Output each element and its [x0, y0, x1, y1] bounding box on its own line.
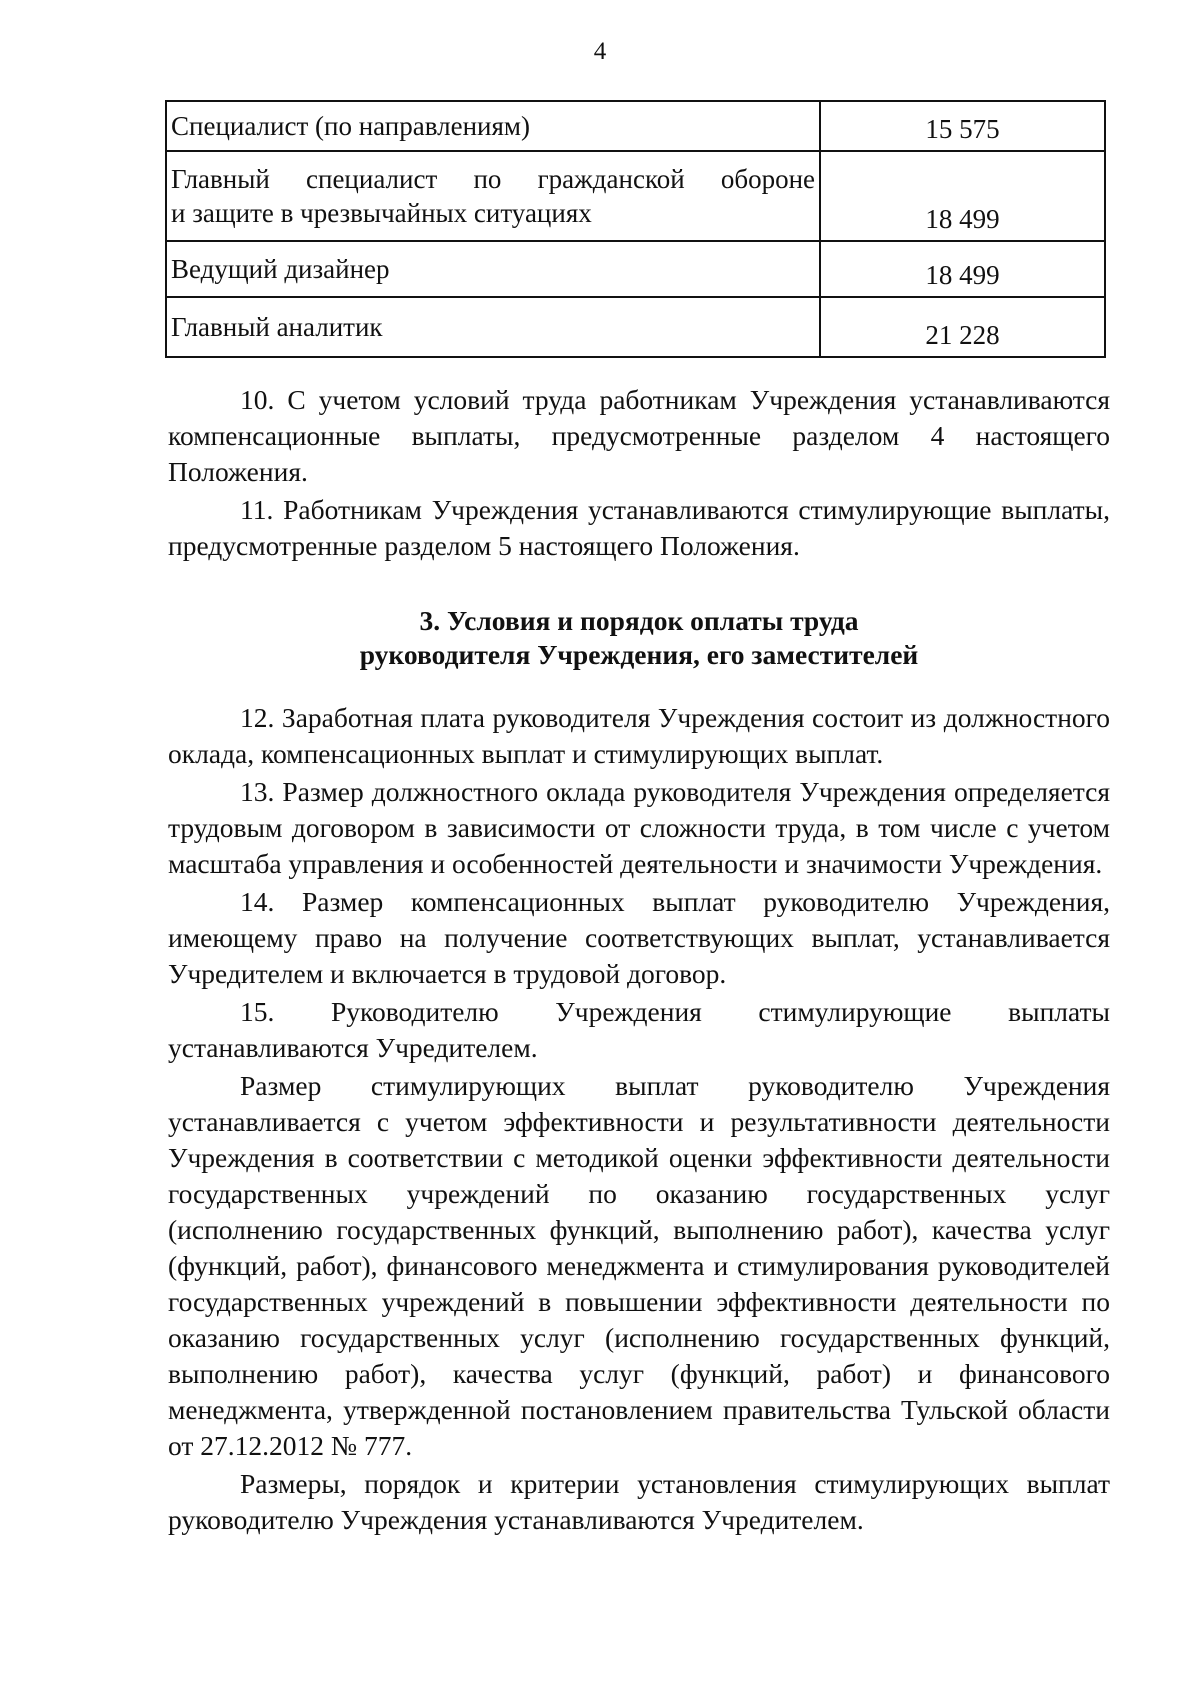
paragraphs-block-b: [168, 700, 1110, 1538]
page-number: 4: [593, 38, 607, 65]
section-heading: [168, 604, 1110, 672]
table-row: [166, 151, 1105, 241]
salary-cell: 21 228: [820, 297, 1105, 357]
table-row: [166, 297, 1105, 357]
salary-cell: 15 575: [820, 101, 1105, 151]
paragraph-15-size: Размер стимулирующих выплат руководителю Учреждения устанавливается с учетом эффективности и результативности деятельности Учреждения в соответствии с методикой оценки эффективности деятельности государственных учреждений по оказанию государственных услуг (исполнению государственных функций, выполнению работ), качества услуг (функций, работ), финансового менеджмента и стимулирования руководителей государственных учреждений в повышении эффективности деятельности по оказанию государственных услуг (исполнению государственных функций, выполнению работ), качества услуг (функций, работ) и финансового менеджмента, утвержденной постановлением правительства Тульской области от 27.12.2012 № 777.: [168, 1070, 1110, 1461]
salary-cell: 18 499: [820, 241, 1105, 297]
section-title-line1: 3. Условия и порядок оплаты труда: [419, 605, 859, 636]
table-row: [166, 241, 1105, 297]
section-title-line2: руководителя Учреждения, его заместителей: [359, 639, 919, 670]
paragraph-12: 12. Заработная плата руководителя Учреждения состоит из должностного оклада, компенсационных выплат и стимулирующих выплат.: [168, 702, 1110, 769]
position-cell: Главный аналитик: [166, 297, 820, 357]
position-line: и защите в чрезвычайных ситуациях: [171, 198, 592, 228]
position-cell: Специалист (по направлениям): [166, 101, 820, 151]
position-cell: [166, 151, 820, 241]
position-cell: Ведущий дизайнер: [166, 241, 820, 297]
paragraph-13: 13. Размер должностного оклада руководителя Учреждения определяется трудовым договором в зависимости от сложности труда, в том числе с учетом масштаба управления и особенностей деятельности и значимости Учреждения.: [168, 776, 1110, 879]
paragraph-10: 10. С учетом условий труда работникам Учреждения устанавливаются компенсационные выплаты, предусмотренные разделом 4 настоящего Положения.: [168, 384, 1110, 487]
paragraph-15-criteria: Размеры, порядок и критерии установления стимулирующих выплат руководителю Учреждения устанавливаются Учредителем.: [168, 1468, 1110, 1535]
paragraph-14: 14. Размер компенсационных выплат руководителю Учреждения, имеющему право на получение соответствующих выплат, устанавливается Учредителем и включается в трудовой договор.: [168, 886, 1110, 989]
position-line: Главный специалист по гражданской обороне: [171, 164, 815, 194]
paragraph-11: 11. Работникам Учреждения устанавливаются стимулирующие выплаты, предусмотренные разделом 5 настоящего Положения.: [168, 494, 1110, 561]
table-row: [166, 101, 1105, 151]
paragraphs-block-a: [168, 382, 1110, 564]
paragraph-15: 15. Руководителю Учреждения стимулирующие выплаты устанавливаются Учредителем.: [168, 996, 1110, 1063]
salary-cell: 18 499: [820, 151, 1105, 241]
salary-table: [165, 100, 1106, 358]
